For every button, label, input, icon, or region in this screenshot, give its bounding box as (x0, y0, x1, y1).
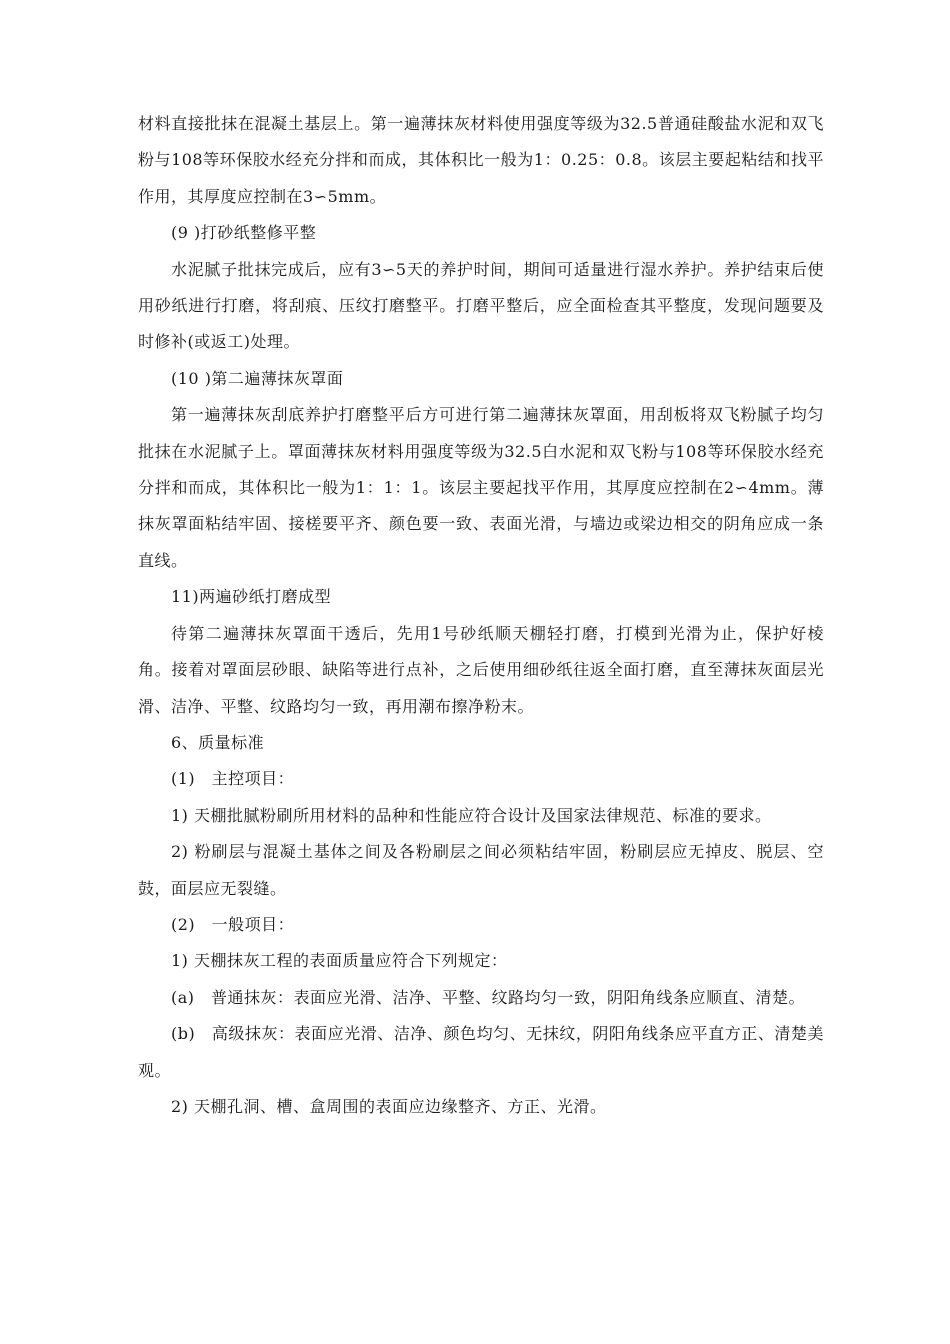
general-items-heading: (2) 一般项目： (171, 914, 295, 934)
paragraph-1: 材料直接批抹在混凝土基层上。第一遍薄抹灰材料使用强度等级为32.5普通硅酸盐水泥和双飞粉与108等环保胶水经充分拌和而成，其体积比一般为1：0.25：0.8。该层主要起粘结和找平作用，其厚度应控制在3∽5mm。 (138, 114, 824, 206)
paragraph-step-9: 水泥腻子批抹完成后，应有3∽5天的养护时间，期间可适量进行湿水养护。养护结束后使用砂纸进行打磨，将刮痕、压纹打磨整平。打磨平整后，应全面检查其平整度，发现问题要及时修补(或返工)处理。 (138, 259, 824, 352)
general-item-1b: (b) 高级抹灰：表面应光滑、洁净、颜色均匀、无抹纹，阴阳角线条应平直方正、清楚美观。 (138, 1024, 824, 1080)
document-body (138, 106, 824, 1125)
main-item-2: 2) 粉刷层与混凝土基体之间及各粉刷层之间必须粘结牢固，粉刷层应无掉皮、脱层、空鼓，面层应无裂缝。 (138, 842, 824, 898)
step-10-heading: (10 )第二遍薄抹灰罩面 (171, 368, 344, 388)
general-item-1a: (a) 普通抹灰：表面应光滑、洁净、平整、纹路均匀一致，阴阳角线条应顺直、清楚。 (171, 987, 806, 1007)
paragraph-step-10: 第一遍薄抹灰刮底养护打磨整平后方可进行第二遍薄抹灰罩面，用刮板将双飞粉腻子均匀批抹在水泥腻子上。罩面薄抹灰材料用强度等级为32.5白水泥和双飞粉与108等环保胶水经充分拌和而成，其体积比一般为1：1：1。该层主要起找平作用，其厚度应控制在2∽4mm。薄抹灰罩面粘结牢固、接槎要平齐、颜色要一致、表面光滑，与墙边或梁边相交的阴角应成一条直线。 (138, 405, 824, 570)
step-11-heading: 11)两遍砂纸打磨成型 (171, 587, 332, 607)
general-item-2: 2) 天棚孔洞、槽、盒周围的表面应边缘整齐、方正、光滑。 (171, 1096, 607, 1116)
step-9-heading: (9 )打砂纸整修平整 (171, 223, 317, 243)
general-item-1: 1) 天棚抹灰工程的表面质量应符合下列规定： (171, 951, 508, 971)
main-items-heading: (1) 主控项目： (171, 769, 295, 789)
paragraph-step-11: 待第二遍薄抹灰罩面干透后，先用1号砂纸顺天棚轻打磨，打模到光滑为止，保护好棱角。接着对罩面层砂眼、缺陷等进行点补，之后使用细砂纸往返全面打磨，直至薄抹灰面层光滑、洁净、平整、纹路均匀一致，再用潮布擦净粉末。 (138, 623, 824, 716)
section-6-heading: 6、质量标准 (171, 732, 265, 752)
main-item-1: 1) 天棚批腻粉刷所用材料的品种和性能应符合设计及国家法律规范、标准的要求。 (171, 805, 772, 825)
